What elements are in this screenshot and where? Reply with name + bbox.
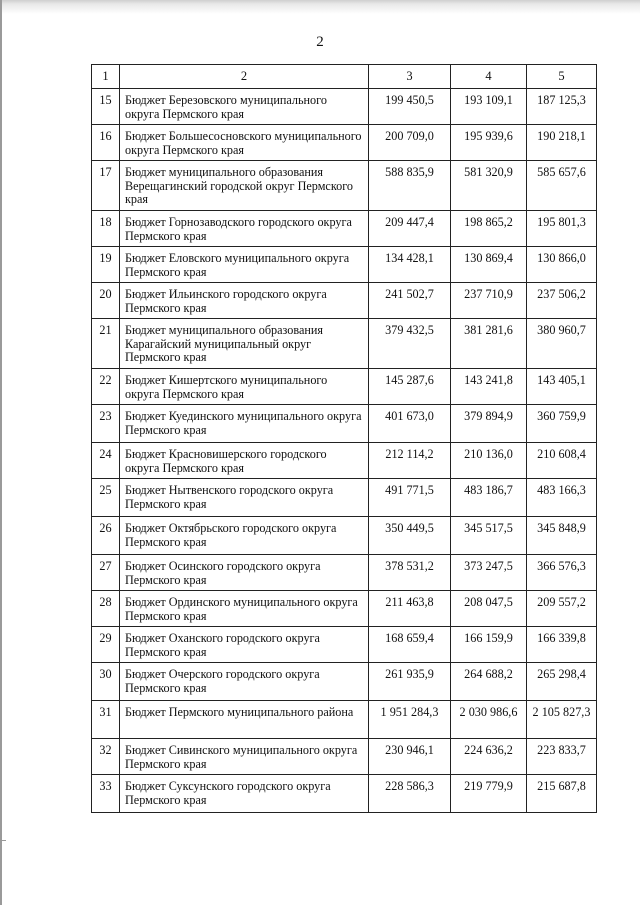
budget-name-cell: Бюджет муниципального образования Верещагинский городской округ Пермского края xyxy=(120,161,369,211)
page-number: 2 xyxy=(316,34,324,50)
table-row xyxy=(92,405,597,443)
row-number-cell: 15 xyxy=(92,89,120,125)
row-number-cell: 21 xyxy=(92,319,120,369)
value-col5-cell: 366 576,3 xyxy=(527,555,597,591)
column-header: 3 xyxy=(369,65,451,89)
value-col4-cell: 166 159,9 xyxy=(451,627,527,663)
value-col5-cell: 265 298,4 xyxy=(527,663,597,701)
value-col3-cell: 588 835,9 xyxy=(369,161,451,211)
value-col3-cell: 401 673,0 xyxy=(369,405,451,443)
value-col4-cell: 195 939,6 xyxy=(451,125,527,161)
table-row xyxy=(92,161,597,211)
value-col3-cell: 1 951 284,3 xyxy=(369,701,451,739)
value-col5-cell: 223 833,7 xyxy=(527,739,597,775)
table-row xyxy=(92,89,597,125)
budget-name-cell: Бюджет Сивинского муниципального округа Пермского края xyxy=(120,739,369,775)
value-col4-cell: 373 247,5 xyxy=(451,555,527,591)
budget-name-cell: Бюджет Еловского муниципального округа Пермского края xyxy=(120,247,369,283)
column-header: 1 xyxy=(92,65,120,89)
value-col4-cell: 2 030 986,6 xyxy=(451,701,527,739)
scan-mark xyxy=(0,840,6,841)
row-number-cell: 18 xyxy=(92,211,120,247)
table-row xyxy=(92,247,597,283)
value-col4-cell: 581 320,9 xyxy=(451,161,527,211)
row-number-cell: 26 xyxy=(92,517,120,555)
value-col4-cell: 483 186,7 xyxy=(451,479,527,517)
value-col5-cell: 215 687,8 xyxy=(527,775,597,813)
row-number-cell: 17 xyxy=(92,161,120,211)
value-col5-cell: 209 557,2 xyxy=(527,591,597,627)
column-header: 2 xyxy=(120,65,369,89)
budget-name-cell: Бюджет Горнозаводского городского округа Пермского края xyxy=(120,211,369,247)
value-col5-cell: 360 759,9 xyxy=(527,405,597,443)
row-number-cell: 31 xyxy=(92,701,120,739)
table-row xyxy=(92,369,597,405)
table-row xyxy=(92,517,597,555)
value-col4-cell: 208 047,5 xyxy=(451,591,527,627)
value-col5-cell: 237 506,2 xyxy=(527,283,597,319)
value-col4-cell: 237 710,9 xyxy=(451,283,527,319)
table-row xyxy=(92,627,597,663)
value-col3-cell: 200 709,0 xyxy=(369,125,451,161)
budget-table-body xyxy=(92,65,597,813)
budget-name-cell: Бюджет Суксунского городского округа Пермского края xyxy=(120,775,369,813)
budget-name-cell: Бюджет Пермского муниципального района xyxy=(120,701,369,739)
value-col3-cell: 261 935,9 xyxy=(369,663,451,701)
row-number-cell: 27 xyxy=(92,555,120,591)
value-col4-cell: 210 136,0 xyxy=(451,443,527,479)
row-number-cell: 19 xyxy=(92,247,120,283)
value-col4-cell: 381 281,6 xyxy=(451,319,527,369)
budget-name-cell: Бюджет Ильинского городского округа Пермского края xyxy=(120,283,369,319)
row-number-cell: 29 xyxy=(92,627,120,663)
scan-edge-top xyxy=(0,0,640,14)
value-col3-cell: 379 432,5 xyxy=(369,319,451,369)
row-number-cell: 20 xyxy=(92,283,120,319)
value-col3-cell: 134 428,1 xyxy=(369,247,451,283)
value-col5-cell: 585 657,6 xyxy=(527,161,597,211)
budget-name-cell: Бюджет Большесосновского муниципального округа Пермского края xyxy=(120,125,369,161)
value-col4-cell: 193 109,1 xyxy=(451,89,527,125)
value-col4-cell: 345 517,5 xyxy=(451,517,527,555)
row-number-cell: 16 xyxy=(92,125,120,161)
table-row xyxy=(92,663,597,701)
value-col5-cell: 210 608,4 xyxy=(527,443,597,479)
budget-name-cell: Бюджет Оханского городского округа Пермского края xyxy=(120,627,369,663)
column-header: 5 xyxy=(527,65,597,89)
budget-name-cell: Бюджет Очерского городского округа Пермского края xyxy=(120,663,369,701)
row-number-cell: 32 xyxy=(92,739,120,775)
budget-name-cell: Бюджет Красновишерского городского округа Пермского края xyxy=(120,443,369,479)
budget-name-cell: Бюджет Нытвенского городского округа Пермского края xyxy=(120,479,369,517)
value-col5-cell: 345 848,9 xyxy=(527,517,597,555)
row-number-cell: 30 xyxy=(92,663,120,701)
table-row xyxy=(92,555,597,591)
row-number-cell: 22 xyxy=(92,369,120,405)
value-col4-cell: 130 869,4 xyxy=(451,247,527,283)
table-header-row xyxy=(92,65,597,89)
value-col3-cell: 168 659,4 xyxy=(369,627,451,663)
budget-name-cell: Бюджет муниципального образования Карагайский муниципальный округ Пермского края xyxy=(120,319,369,369)
table-row xyxy=(92,125,597,161)
value-col5-cell: 187 125,3 xyxy=(527,89,597,125)
value-col4-cell: 219 779,9 xyxy=(451,775,527,813)
table-row xyxy=(92,283,597,319)
scan-edge-left xyxy=(0,0,2,905)
budget-name-cell: Бюджет Ординского муниципального округа Пермского края xyxy=(120,591,369,627)
value-col5-cell: 2 105 827,3 xyxy=(527,701,597,739)
value-col5-cell: 190 218,1 xyxy=(527,125,597,161)
table-row xyxy=(92,479,597,517)
value-col3-cell: 212 114,2 xyxy=(369,443,451,479)
budget-table xyxy=(91,64,597,813)
table-row xyxy=(92,775,597,813)
value-col4-cell: 379 894,9 xyxy=(451,405,527,443)
budget-name-cell: Бюджет Октябрьского городского округа Пермского края xyxy=(120,517,369,555)
value-col5-cell: 130 866,0 xyxy=(527,247,597,283)
value-col4-cell: 143 241,8 xyxy=(451,369,527,405)
value-col5-cell: 380 960,7 xyxy=(527,319,597,369)
row-number-cell: 25 xyxy=(92,479,120,517)
table-row xyxy=(92,701,597,739)
table-row xyxy=(92,443,597,479)
row-number-cell: 23 xyxy=(92,405,120,443)
budget-name-cell: Бюджет Куединского муниципального округа Пермского края xyxy=(120,405,369,443)
value-col3-cell: 230 946,1 xyxy=(369,739,451,775)
value-col5-cell: 195 801,3 xyxy=(527,211,597,247)
value-col3-cell: 350 449,5 xyxy=(369,517,451,555)
value-col5-cell: 143 405,1 xyxy=(527,369,597,405)
value-col3-cell: 228 586,3 xyxy=(369,775,451,813)
table-row xyxy=(92,591,597,627)
row-number-cell: 24 xyxy=(92,443,120,479)
value-col3-cell: 145 287,6 xyxy=(369,369,451,405)
value-col3-cell: 199 450,5 xyxy=(369,89,451,125)
table-row xyxy=(92,319,597,369)
value-col3-cell: 241 502,7 xyxy=(369,283,451,319)
value-col3-cell: 491 771,5 xyxy=(369,479,451,517)
value-col4-cell: 264 688,2 xyxy=(451,663,527,701)
value-col4-cell: 224 636,2 xyxy=(451,739,527,775)
value-col4-cell: 198 865,2 xyxy=(451,211,527,247)
table-row xyxy=(92,211,597,247)
row-number-cell: 33 xyxy=(92,775,120,813)
value-col5-cell: 166 339,8 xyxy=(527,627,597,663)
value-col3-cell: 378 531,2 xyxy=(369,555,451,591)
budget-name-cell: Бюджет Березовского муниципального округа Пермского края xyxy=(120,89,369,125)
budget-name-cell: Бюджет Осинского городского округа Пермского края xyxy=(120,555,369,591)
row-number-cell: 28 xyxy=(92,591,120,627)
table-row xyxy=(92,739,597,775)
column-header: 4 xyxy=(451,65,527,89)
value-col5-cell: 483 166,3 xyxy=(527,479,597,517)
budget-name-cell: Бюджет Кишертского муниципального округа Пермского края xyxy=(120,369,369,405)
value-col3-cell: 211 463,8 xyxy=(369,591,451,627)
value-col3-cell: 209 447,4 xyxy=(369,211,451,247)
